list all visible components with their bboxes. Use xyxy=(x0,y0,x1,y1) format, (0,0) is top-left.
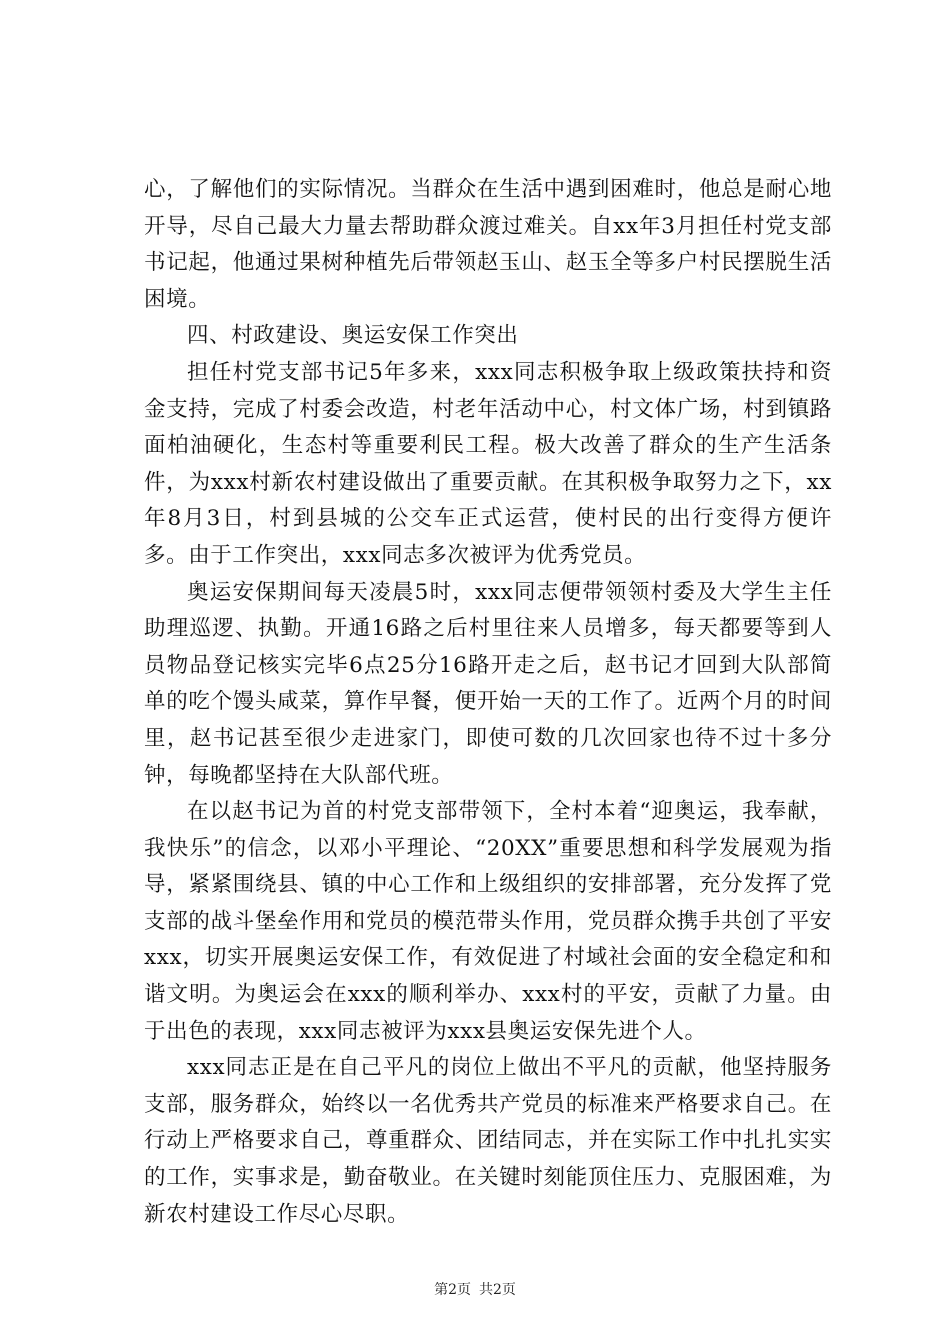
section-heading: 四、村政建设、奥运安保工作突出 xyxy=(187,323,519,349)
paragraph-party-leadership: 在以赵书记为首的村党支部带领下，全村本着“迎奥运，我奉献，我快乐”的信念，以邓小平理论、“20XX”重要思想和科学发展观为指导，紧紧围绕县、镇的中心工作和上级组织的安排部署，充分发挥了党支部的战斗堡垒作用和党员的模范带头作用，党员群众携手共创了平安xxx，切实开展奥运安保工作，有效促进了村域社会面的安全稳定和和谐文明。为奥运会在xxx的顺利举办、xxx村的平安，贡献了力量。由于出色的表现，xxx同志被评为xxx县奥运安保先进个人。 xyxy=(144,799,832,1044)
paragraph-summary: xxx同志正是在自己平凡的岗位上做出不平凡的贡献，他坚持服务支部，服务群众，始终以一名优秀共产党员的标准来严格要求自己。在行动上严格要求自己，尊重群众、团结同志，并在实际工作中扎扎实实的工作，实事求是，勤奋敬业。在关键时刻能顶住压力、克服困难，为新农村建设工作尽心尽职。 xyxy=(144,1055,832,1227)
page-number: 第2页 xyxy=(434,1282,471,1298)
paragraph-continuation: 心，了解他们的实际情况。当群众在生活中遇到困难时，他总是耐心地开导，尽自己最大力量去帮助群众渡过难关。自xx年3月担任村党支部书记起，他通过果树种植先后带领赵玉山、赵玉全等多户村民摆脱生活困境。 xyxy=(144,177,832,312)
document-body xyxy=(144,172,832,1233)
paragraph-village-construction: 担任村党支部书记5年多来，xxx同志积极争取上级政策扶持和资金支持，完成了村委会改造，村老年活动中心，村文体广场，村到镇路面柏油硬化，生态村等重要利民工程。极大改善了群众的生产生活条件，为xxx村新农村建设做出了重要贡献。在其积极争取努力之下，xx年8月3日，村到县城的公交车正式运营，使村民的出行变得方便许多。由于工作突出，xxx同志多次被评为优秀党员。 xyxy=(144,359,832,568)
page-footer xyxy=(0,1280,950,1300)
paragraph-olympic-security-duty: 奥运安保期间每天凌晨5时，xxx同志便带领领村委及大学生主任助理巡逻、执勤。开通16路之后村里往来人员增多，每天都要等到人员物品登记核实完毕6点25分16路开走之后，赵书记才回到大队部简单的吃个馒头咸菜，算作早餐，便开始一天的工作了。近两个月的时间里，赵书记甚至很少走进家门，即使可数的几次回家也待不过十多分钟，每晚都坚持在大队部代班。 xyxy=(144,579,832,788)
page-total: 共2页 xyxy=(479,1282,516,1298)
